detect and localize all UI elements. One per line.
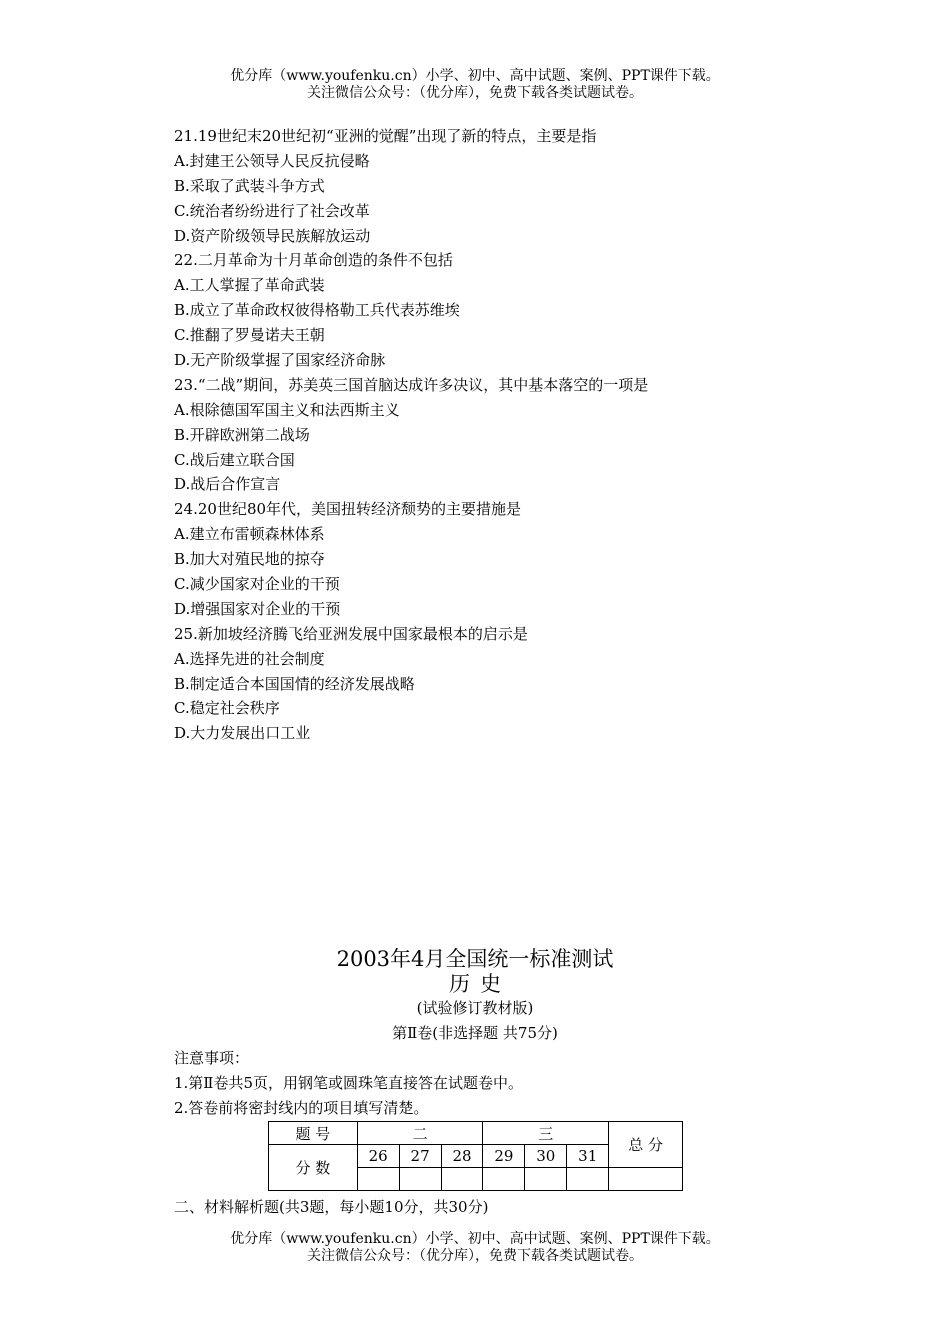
note-item: 2.答卷前将密封线内的项目填写清楚。 [174, 1099, 429, 1117]
header-line-1: 优分库（www.youfenku.cn）小学、初中、高中试题、案例、PPT课件下载。 [230, 68, 720, 84]
option: B.加大对殖民地的掠夺 [174, 550, 325, 569]
header-line-2: 关注微信公众号：（优分库），免费下载各类试题试卷。 [307, 85, 643, 101]
option: C.统治者纷纷进行了社会改革 [174, 201, 370, 220]
section-heading: 二、材料解析题(共3题，每小题10分，共30分) [174, 1198, 489, 1216]
exam-subject: 历史 [449, 972, 511, 996]
exam-part: 第Ⅱ卷(非选择题 共75分) [392, 1024, 558, 1042]
option: D.大力发展出口工业 [174, 724, 311, 743]
section-three-header: 三 [483, 1122, 609, 1145]
score-cell[interactable] [357, 1168, 399, 1191]
notes-heading: 注意事项： [174, 1049, 250, 1067]
label-question-number: 题 号 [269, 1122, 358, 1145]
question-stem: 24.20世纪80年代，美国扭转经济颓势的主要措施是 [174, 500, 522, 519]
question-number: 29 [483, 1145, 525, 1168]
score-cell[interactable] [525, 1168, 567, 1191]
page-footer [0, 1231, 950, 1265]
score-cell[interactable] [441, 1168, 483, 1191]
question-stem: 21.19世纪末20世纪初“亚洲的觉醒”出现了新的特点，主要是指 [174, 127, 597, 145]
section-two-header: 二 [357, 1122, 483, 1145]
question-stem: 23.“二战”期间，苏美英三国首脑达成许多决议，其中基本落空的一项是 [174, 375, 649, 394]
footer-line-2: 关注微信公众号：（优分库），免费下载各类试题试卷。 [307, 1248, 643, 1264]
option: C.减少国家对企业的干预 [174, 575, 340, 594]
label-score: 分 数 [269, 1145, 358, 1191]
note-item: 1.第Ⅱ卷共5页，用钢笔或圆珠笔直接答在试题卷中。 [174, 1074, 524, 1092]
total-score-header: 总 分 [609, 1122, 683, 1168]
question-number: 27 [399, 1145, 441, 1168]
option: A.封建王公领导人民反抗侵略 [174, 151, 370, 170]
option: A.工人掌握了革命武装 [174, 276, 325, 295]
question-list [174, 124, 648, 746]
total-score-cell[interactable] [609, 1168, 683, 1191]
option: C.战后建立联合国 [174, 450, 295, 469]
option: D.增强国家对企业的干预 [174, 599, 341, 618]
question-number: 26 [357, 1145, 399, 1168]
question-stem: 25.新加坡经济腾飞给亚洲发展中国家最根本的启示是 [174, 624, 528, 643]
option: B.采取了武装斗争方式 [174, 176, 325, 195]
option: C.稳定社会秩序 [174, 699, 280, 718]
footer-line-1: 优分库（www.youfenku.cn）小学、初中、高中试题、案例、PPT课件下载。 [230, 1231, 720, 1247]
score-cell[interactable] [567, 1168, 609, 1191]
option: B.成立了革命政权彼得格勒工兵代表苏维埃 [174, 301, 460, 320]
option: A.建立布雷顿森林体系 [174, 525, 325, 544]
option: D.战后合作宣言 [174, 475, 281, 494]
question-number: 28 [441, 1145, 483, 1168]
option: D.资产阶级领导民族解放运动 [174, 226, 371, 245]
option: A.根除德国军国主义和法西斯主义 [174, 400, 400, 419]
score-table [268, 1121, 683, 1191]
option: B.开辟欧洲第二战场 [174, 425, 310, 444]
exam-title: 2003年4月全国统一标准测试 [336, 947, 614, 971]
question-stem: 22.二月革命为十月革命创造的条件不包括 [174, 251, 453, 270]
score-cell[interactable] [399, 1168, 441, 1191]
notes [174, 1046, 523, 1121]
exam-title-block [0, 946, 950, 1046]
score-cell[interactable] [483, 1168, 525, 1191]
question-number: 30 [525, 1145, 567, 1168]
page-header-top [0, 68, 950, 102]
option: B.制定适合本国国情的经济发展战略 [174, 674, 415, 693]
option: C.推翻了罗曼诺夫王朝 [174, 326, 325, 345]
option: D.无产阶级掌握了国家经济命脉 [174, 351, 386, 370]
option: A.选择先进的社会制度 [174, 649, 325, 668]
exam-edition: (试验修订教材版) [416, 999, 534, 1017]
question-number: 31 [567, 1145, 609, 1168]
